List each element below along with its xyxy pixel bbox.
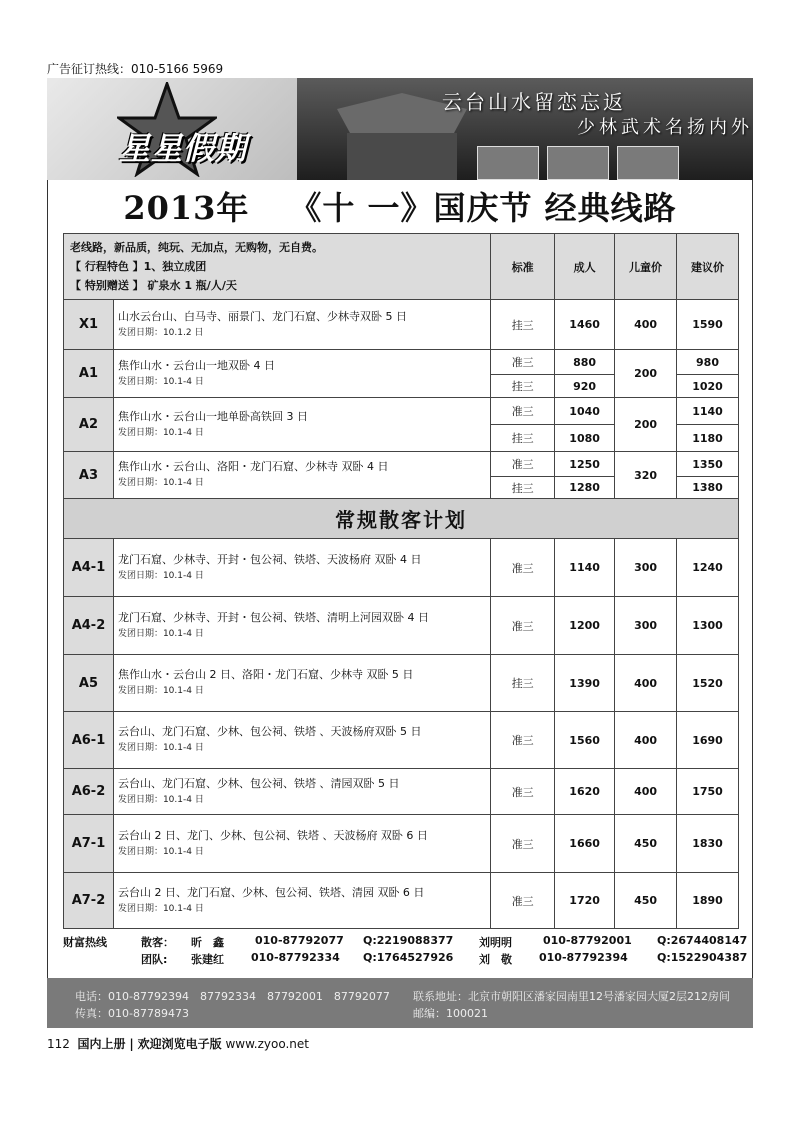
header-standard: 标准	[491, 234, 555, 300]
route-description	[113, 452, 490, 499]
page-footer	[47, 1035, 309, 1052]
standard: 准三	[491, 712, 555, 769]
adult-price: 1620	[555, 769, 615, 815]
intro-line: 老线路，新品质，纯玩、无加点，无购物，无自费。	[70, 241, 323, 254]
departure-date: 发团日期：10.1-4 日	[117, 686, 204, 696]
adult-price: 1560	[555, 712, 615, 769]
route-description	[113, 769, 490, 815]
departure-date: 发团日期：10.1-4 日	[117, 427, 204, 438]
child-price: 450	[615, 815, 677, 873]
standard: 挂三	[491, 655, 555, 712]
child-price: 400	[615, 300, 677, 350]
header-child: 儿童价	[615, 234, 677, 300]
adult-price: 1390	[555, 655, 615, 712]
page-number: 112	[47, 1037, 70, 1051]
standard: 准三	[491, 597, 555, 655]
standard: 准三	[491, 815, 555, 873]
suggest-price: 1830	[677, 815, 739, 873]
route-description	[113, 655, 490, 712]
table-row	[64, 398, 739, 425]
adult-price: 1660	[555, 815, 615, 873]
route-description	[113, 712, 490, 769]
contact-qq: Q:1522904387	[657, 951, 748, 964]
table-row	[64, 597, 739, 655]
departure-date: 发团日期：10.1-4 日	[117, 903, 204, 914]
footer-tel: 电话：010-87792394 87792334 87792001 87792077	[75, 990, 390, 1003]
table-row	[64, 769, 739, 815]
route-code: A5	[64, 655, 114, 712]
adult-price: 1720	[555, 873, 615, 929]
title-year: 2013年	[123, 189, 250, 227]
child-price: 400	[615, 712, 677, 769]
child-price: 300	[615, 539, 677, 597]
child-price: 320	[615, 452, 677, 499]
route-code: A6-2	[64, 769, 114, 815]
route-desc: 山水云台山、白马寺、丽景门、龙门石窟、少林寺双卧 5 日	[117, 309, 407, 323]
standard: 挂三	[491, 300, 555, 350]
header-suggest: 建议价	[677, 234, 739, 300]
intro-line: 【 行程特色 】1、独立成团	[70, 260, 207, 273]
photo-thumbnail	[617, 146, 679, 180]
route-desc: 焦作山水・云台山一地单卧高铁回 3 日	[117, 409, 308, 423]
adult-price: 1280	[555, 477, 615, 499]
table-row	[64, 873, 739, 929]
departure-date: 发团日期：10.1-4 日	[117, 628, 204, 639]
route-code: A1	[64, 350, 114, 398]
standard: 准三	[491, 873, 555, 929]
route-desc: 云台山、龙门石窟、少林、包公祠、铁塔 、天波杨府双卧 5 日	[117, 725, 422, 738]
route-description	[113, 539, 490, 597]
route-desc: 龙门石窟、少林寺、开封・包公祠、铁塔、天波杨府 双卧 4 日	[117, 552, 422, 566]
suggest-price: 1300	[677, 597, 739, 655]
standard: 准三	[491, 539, 555, 597]
table-row	[64, 300, 739, 350]
standard: 准三	[491, 452, 555, 477]
route-description	[113, 597, 490, 655]
banner-slogan-2: 少林武术名扬内外	[577, 117, 753, 138]
standard: 挂三	[491, 477, 555, 499]
footer-fax: 传真：010-87789473	[75, 1007, 189, 1020]
table-row	[64, 350, 739, 375]
footer-text: 欢迎浏览电子版	[137, 1037, 222, 1051]
contact-name: 张建红	[191, 953, 224, 966]
contact-role: 散客：	[141, 936, 174, 949]
route-desc: 焦作山水・云台山一地双卧 4 日	[117, 358, 275, 372]
contact-qq: Q:1764527926	[363, 951, 454, 964]
route-desc: 龙门石窟、少林寺、开封・包公祠、铁塔、清明上河园双卧 4 日	[117, 610, 429, 624]
separator: |	[129, 1037, 134, 1051]
adult-price: 1250	[555, 452, 615, 477]
title-holiday: 《十 一》国庆节 经典线路	[289, 189, 677, 227]
suggest-price: 1380	[677, 477, 739, 499]
departure-date: 发团日期：10.1-4 日	[117, 794, 204, 805]
contact-name: 刘明明	[479, 936, 512, 949]
route-code: A4-1	[64, 539, 114, 597]
website-link[interactable]: www.zyoo.net	[225, 1037, 309, 1051]
section-title: 常规散客计划	[64, 499, 739, 539]
intro-box	[64, 234, 491, 300]
route-desc: 焦作山水・云台山、洛阳・龙门石窟、少林寺 双卧 4 日	[117, 460, 389, 473]
suggest-price: 1690	[677, 712, 739, 769]
ad-hotline: 广告征订热线：010-5166 5969	[47, 62, 224, 76]
route-code: A7-1	[64, 815, 114, 873]
contact-phone: 010-87792394	[539, 951, 628, 964]
suggest-price: 1240	[677, 539, 739, 597]
footer-address: 联系地址：北京市朝阳区潘家园南里12号潘家园大厦2层212房间	[413, 990, 730, 1003]
adult-price: 1040	[555, 398, 615, 425]
suggest-price: 1890	[677, 873, 739, 929]
adult-price: 1080	[555, 425, 615, 452]
route-code: A2	[64, 398, 114, 452]
standard: 准三	[491, 350, 555, 375]
route-description	[113, 300, 490, 350]
table-row	[64, 655, 739, 712]
footer-contact-bar	[47, 978, 753, 1028]
standard: 准三	[491, 769, 555, 815]
suggest-price: 1520	[677, 655, 739, 712]
adult-price: 1140	[555, 539, 615, 597]
departure-date: 发团日期：10.1-4 日	[117, 478, 204, 488]
route-desc: 云台山 2 日、龙门石窟、少林、包公祠、铁塔、清园 双卧 6 日	[117, 885, 425, 899]
route-description	[113, 398, 490, 452]
contact-name: 昕 鑫	[191, 936, 224, 949]
adult-price: 880	[555, 350, 615, 375]
temple-gate	[347, 133, 457, 180]
departure-date: 发团日期：10.1-4 日	[117, 743, 204, 753]
route-desc: 焦作山水・云台山 2 日、洛阳・龙门石窟、少林寺 双卧 5 日	[117, 668, 414, 681]
departure-date: 发团日期：10.1-4 日	[117, 846, 204, 857]
child-price: 400	[615, 655, 677, 712]
suggest-price: 1350	[677, 452, 739, 477]
standard: 挂三	[491, 425, 555, 452]
table-row	[64, 452, 739, 477]
route-description	[113, 873, 490, 929]
photo-thumbnail	[547, 146, 609, 180]
suggest-price: 1590	[677, 300, 739, 350]
banner	[47, 78, 753, 180]
route-description	[113, 815, 490, 873]
route-code: A6-1	[64, 712, 114, 769]
contact-qq: Q:2219088377	[363, 934, 454, 947]
standard: 准三	[491, 398, 555, 425]
route-code: X1	[64, 300, 114, 350]
departure-date: 发团日期：10.1-4 日	[117, 570, 204, 581]
child-price: 400	[615, 769, 677, 815]
standard: 挂三	[491, 375, 555, 398]
contact-name: 刘 敬	[479, 953, 512, 966]
suggest-price: 1140	[677, 398, 739, 425]
footer-postcode: 邮编：100021	[413, 1007, 488, 1020]
contact-phone: 010-87792001	[543, 934, 632, 947]
child-price: 200	[615, 398, 677, 452]
table-row	[64, 712, 739, 769]
suggest-price: 1180	[677, 425, 739, 452]
departure-date: 发团日期：10.1.2 日	[117, 327, 204, 338]
table-row	[64, 815, 739, 873]
route-code: A7-2	[64, 873, 114, 929]
suggest-price: 1020	[677, 375, 739, 398]
intro-line: 【 特别赠送 】 矿泉水 1 瓶/人/天	[70, 279, 237, 292]
photo-thumbnail	[477, 146, 539, 180]
hotline-label: 财富热线	[63, 936, 107, 949]
book-section: 国内上册	[77, 1037, 126, 1051]
contact-qq: Q:2674408147	[657, 934, 748, 947]
adult-price: 1200	[555, 597, 615, 655]
header-adult: 成人	[555, 234, 615, 300]
suggest-price: 1750	[677, 769, 739, 815]
adult-price: 920	[555, 375, 615, 398]
suggest-price: 980	[677, 350, 739, 375]
departure-date: 发团日期：10.1-4 日	[117, 376, 204, 387]
route-desc: 云台山 2 日、龙门、少林、包公祠、铁塔 、天波杨府 双卧 6 日	[117, 828, 428, 842]
page-title	[47, 183, 753, 229]
contact-role: 团队:	[141, 953, 168, 966]
route-desc: 云台山、龙门石窟、少林、包公祠、铁塔 、清园双卧 5 日	[117, 776, 400, 790]
route-code: A3	[64, 452, 114, 499]
contact-phone: 010-87792334	[251, 951, 340, 964]
child-price: 200	[615, 350, 677, 398]
table-row	[64, 539, 739, 597]
section-row	[64, 499, 739, 539]
banner-slogan-1: 云台山水留恋忘返	[442, 90, 626, 114]
table-header-row	[64, 234, 739, 300]
child-price: 450	[615, 873, 677, 929]
contact-phone: 010-87792077	[255, 934, 344, 947]
route-description	[113, 350, 490, 398]
route-price-table	[63, 233, 739, 929]
adult-price: 1460	[555, 300, 615, 350]
brand-logo: 星星假期	[119, 131, 247, 167]
child-price: 300	[615, 597, 677, 655]
route-code: A4-2	[64, 597, 114, 655]
